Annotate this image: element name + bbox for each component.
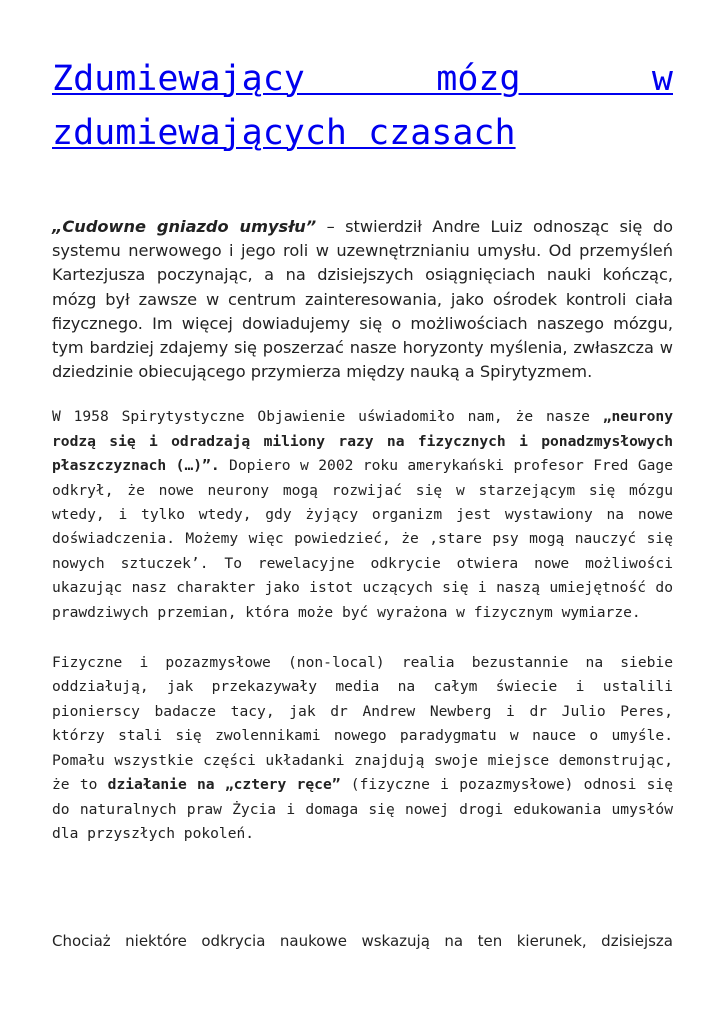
- realia-text-before: Fizyczne i pozazmysłowe (non-local) realia bezustannie na siebie oddziałują, jak przekazywały media na całym świecie i ustalili pionierscy badacze tacy, jak dr Andrew Newberg i dr Julio Peres, którzy stali się zwolennikami nowego paradygmatu w nauce o umyśle. Pomału wszystkie części układanki znajdują swoje miejsce demonstrując, że to: [52, 654, 673, 794]
- intro-quote: „Cudowne gniazdo umysłu”: [52, 217, 317, 236]
- neurons-quote: „neurony rodzą się i odradzają miliony razy na fizycznych i ponadzmysłowych płaszczyznach (…)”.: [52, 408, 673, 475]
- four-hands-phrase: działanie na „cztery ręce”: [107, 776, 341, 794]
- neurons-text-after: Dopiero w 2002 roku amerykański profesor Fred Gage odkrył, że nowe neurony mogą rozwijać się w starzejącym się mózgu wtedy, i tylko wtedy, gdy żyjący organizm jest wystawiony na nowe doświadczenia. Możemy więc powiedzieć, że ‚stare psy mogą nauczyć się nowych sztuczek’. To rewelacyjne odkrycie otwiera nowe możliwości ukazując nasz charakter jako istot uczących się i naszą umiejętność do prawdziwych przemian, która może być wyrażona w fizycznym wymiarze.: [52, 457, 673, 621]
- article: [52, 52, 673, 846]
- paragraph-intro: [52, 215, 673, 384]
- paragraph-realia: [52, 651, 673, 846]
- intro-text: – stwierdził Andre Luiz odnosząc się do systemu nerwowego i jego roli w uzewnętrznianiu umysłu. Od przemyśleń Kartezjusza poczynając, a na dzisiejszych osiągnięciach nauki kończąc, mózg był zawsze w centrum zainteresowania, jako ośrodek kontroli ciała fizycznego. Im więcej dowiadujemy się o możliwościach naszego mózgu, tym bardziej zdajemy się poszerzać nasze horyzonty myślenia, zwłaszcza w dziedzinie obiecującego przymierza między nauką a Spirytyzmem.: [52, 217, 673, 382]
- paragraph-neurons: [52, 405, 673, 625]
- realia-text-after: (fizyczne i pozazmysłowe) odnosi się do naturalnych praw Życia i domaga się nowej drogi edukowania umysłów dla przyszłych pokoleń.: [52, 776, 674, 842]
- neurons-text-before: W 1958 Spirytystyczne Objawienie uświadomiło nam, że nasze: [52, 408, 603, 426]
- article-title: [52, 52, 673, 160]
- paragraph-continuation: Chociaż niektóre odkrycia naukowe wskazują na ten kierunek, dzisiejsza: [52, 932, 673, 950]
- article-title-link[interactable]: Zdumiewający mózg w zdumiewających czasach: [52, 59, 673, 153]
